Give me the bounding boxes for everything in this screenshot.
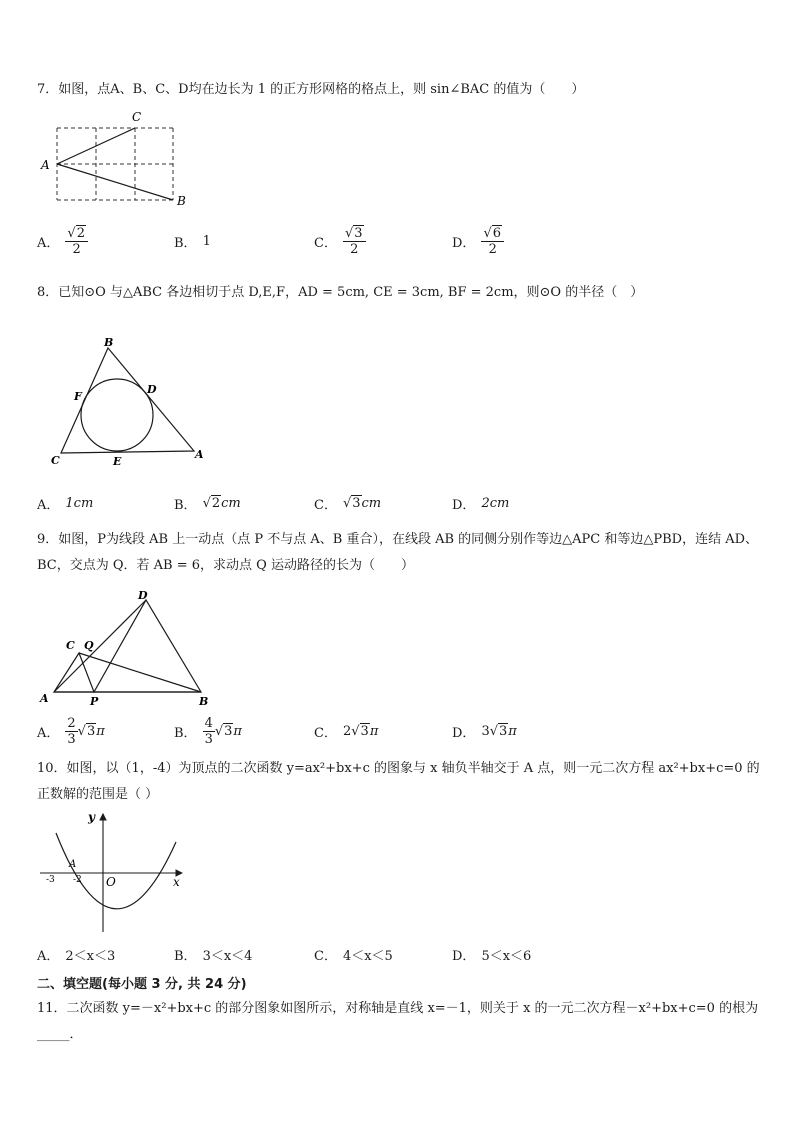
question-9-text: 9．如图，P为线段 AB 上一动点（点 P 不与点 A、B 重合），在线段 AB 的同侧分别作等边△APC 和等边△PBD，连结 AD、BC，交点为 Q．若 AB = 6，求动点 Q 运动路径的长为（ ） — [37, 532, 759, 573]
q7-option-b[interactable]: B． 1 — [174, 233, 211, 251]
segment-ab — [57, 164, 173, 200]
x-axis-label: x — [173, 875, 180, 889]
q9-option-c[interactable]: C． 2 √3 π — [314, 723, 379, 741]
section-2-heading: 二、填空题(每小题 3 分, 共 24 分) — [37, 977, 247, 992]
y-axis-label: y — [88, 810, 95, 824]
point-p-label: P — [90, 695, 99, 708]
q10-option-b[interactable]: B． 3＜x＜4 — [174, 948, 253, 964]
triangle-pbd — [94, 600, 201, 692]
point-a-label: A — [40, 692, 49, 705]
parabola-curve — [56, 833, 176, 909]
q9-option-d[interactable]: D． 3 √3 π — [452, 723, 517, 741]
q10-option-d[interactable]: D． 5＜x＜6 — [452, 948, 532, 964]
point-f-label: F — [74, 390, 82, 403]
q8-option-b[interactable]: B． √2 cm — [174, 495, 241, 513]
question-7-text: 7．如图，点A、B、C、D均在边长为 1 的正方形网格的格点上，则 sin∠BAC 的值为（ ） — [37, 82, 585, 97]
point-d-label: D — [147, 383, 157, 396]
tick-minus-2: -2 — [73, 875, 82, 885]
point-a-label: A — [195, 448, 204, 461]
origin-label: O — [106, 875, 116, 889]
question-11-text: 11．二次函数 y=－x²+bx+c 的部分图象如图所示，对称轴是直线 x=－1，则关于 x 的一元二次方程－x²+bx+c=0 的根为_____． — [37, 1001, 759, 1042]
question-8-text: 8．已知⊙O 与△ABC 各边相切于点 D,E,F，AD = 5cm, CE = 3cm, BF = 2cm，则⊙O 的半径（ ） — [37, 285, 644, 300]
point-c-label: C — [132, 110, 142, 124]
point-b-label: B — [199, 695, 209, 708]
q8-option-a[interactable]: A． 1cm — [37, 495, 94, 513]
question-9-figure — [36, 585, 226, 710]
point-e-label: E — [113, 455, 122, 468]
q7-option-a[interactable]: A． $\frac{√2}{2}$ — [37, 226, 88, 256]
incircle-o — [81, 379, 153, 451]
point-a-label: A — [41, 158, 50, 172]
q9-option-b[interactable]: B． $\frac{4}{3}$ √3 π — [174, 715, 242, 747]
point-b-label: B — [104, 336, 114, 349]
point-b-label: B — [177, 194, 186, 208]
q8-option-c[interactable]: C． √3 cm — [314, 495, 382, 513]
question-10-parabola-figure — [36, 808, 196, 938]
q7-option-d[interactable]: D． $\frac{√6}{2}$ — [452, 226, 504, 256]
q7-option-c[interactable]: C． $\frac{√3}{2}$ — [314, 226, 366, 256]
point-a-label: A — [69, 859, 77, 870]
question-10-text: 10．如图，以（1，-4）为顶点的二次函数 y=ax²+bx+c 的图象与 x 轴负半轴交于 A 点，则一元二次方程 ax²+bx+c=0 的正数解的范围是（ ） — [37, 761, 760, 802]
q10-option-c[interactable]: C． 4＜x＜5 — [314, 948, 393, 964]
q9-option-a[interactable]: A． $\frac{2}{3}$ √3 π — [37, 715, 105, 747]
question-7-grid-figure — [36, 108, 196, 212]
point-c-label: C — [51, 454, 60, 467]
question-8-triangle-figure — [44, 332, 214, 472]
tick-minus-3: -3 — [46, 875, 55, 885]
point-d-label: D — [138, 589, 148, 602]
q10-option-a[interactable]: A． 2＜x＜3 — [37, 948, 116, 964]
q8-option-d[interactable]: D． 2cm — [452, 495, 510, 513]
point-q-label: Q — [84, 639, 94, 652]
point-c-label: C — [66, 639, 75, 652]
